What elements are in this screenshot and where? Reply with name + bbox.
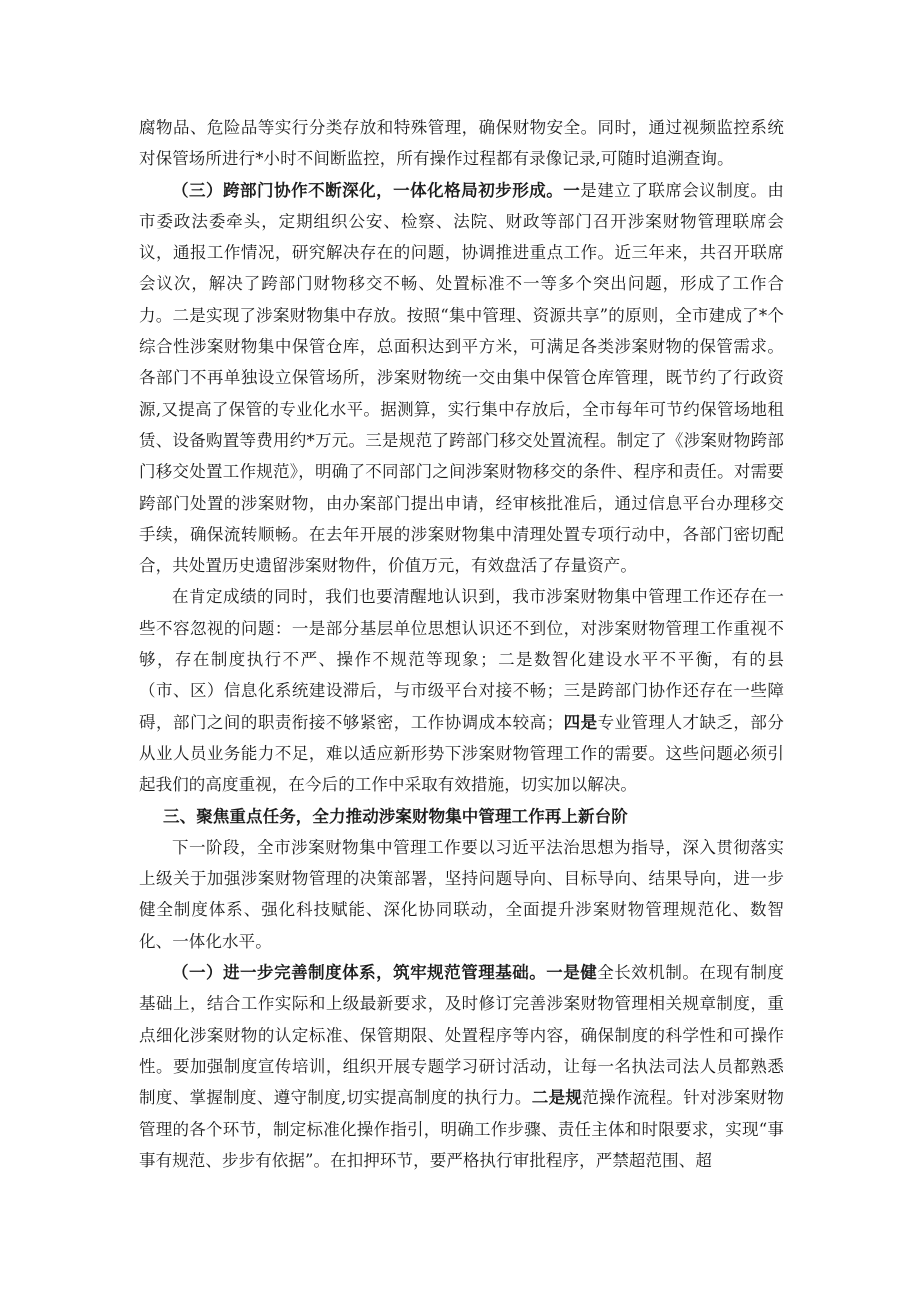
paragraph-problems: [139, 581, 784, 800]
paragraph-next-stage: [139, 832, 784, 957]
paragraph-text: 范操作流程。针对涉案财物管理的各个环节，制定标准化操作指引，明确工作步骤、责任主体和时限要求，实现“事事有规范、步步有依据”。在扣押环节，要严格执行审批程序，严禁超范围、超: [139, 1088, 784, 1170]
document-body: [139, 112, 784, 1176]
paragraph-text: 全长效机制。在现有制度基础上，结合工作实际和上级最新要求，及时修订完善涉案财物管理相关规章制度，重点细化涉案财物的认定标准、保管期限、处置程序等内容，确保制度的科学性和可操作性。要加强制度宣传培训，组织开展专题学习研讨活动，让每一名执法司法人员都熟悉制度、掌握制度、遵守制度,切实提高制度的执行力。: [139, 963, 784, 1108]
subheading-cross-department: （三）跨部门协作不断深化，一体化格局初步形成。一: [172, 180, 581, 200]
paragraph-storage-safety: [139, 112, 784, 175]
paragraph-text: 腐物品、危险品等实行分类存放和特殊管理，确保财物安全。同时，通过视频监控系统对保管场所进行*小时不间断监控，所有操作过程都有录像记录,可随时追溯查询。: [139, 118, 784, 169]
paragraph-cross-department: [139, 175, 784, 582]
emphasis-text: 四是: [563, 712, 598, 732]
paragraph-text: 在肯定成绩的同时，我们也要清醒地认识到，我市涉案财物集中管理工作还存在一些不容忽视的问题：一是部分基层单位思想认识还不到位，对涉案财物管理工作重视不够，存在制度执行不严、操作不规范等现象；二是数智化建设水平不平衡，有的县（市、区）信息化系统建设滞后，与市级平台对接不畅；三是跨部门协作还存在一些障碍，部门之间的职责衔接不够紧密，工作协调成本较高；: [139, 587, 784, 732]
paragraph-text: 专业管理人才缺乏，部分从业人员业务能力不足，难以适应新形势下涉案财物管理工作的需要。这些问题必须引起我们的高度重视，在今后的工作中采取有效措施，切实加以解决。: [139, 712, 784, 795]
section-heading-three: 三、聚焦重点任务，全力推动涉案财物集中管理工作再上新台阶: [163, 806, 628, 826]
paragraph-institution-system: [139, 957, 784, 1176]
paragraph-text: 是建立了联席会议制度。由市委政法委牵头，定期组织公安、检察、法院、财政等部门召开涉案财物管理联席会议，通报工作情况，研究解决存在的问题，协调推进重点工作。近三年来，共召开联席会议次，解决了跨部门财物移交不畅、处置标准不一等多个突出问题，形成了工作合力。二是实现了涉案财物集中存放。按照“集中管理、资源共享”的原则，全市建成了*个综合性涉案财物集中保管仓库，总面积达到平方米，可满足各类涉案财物的保管需求。各部门不再单独设立保管场所，涉案财物统一交由集中保管仓库管理，既节约了行政资源,又提高了保管的专业化水平。据测算，实行集中存放后，全市每年可节约保管场地租赁、设备购置等费用约*万元。三是规范了跨部门移交处置流程。制定了《涉案财物跨部门移交处置工作规范》，明确了不同部门之间涉案财物移交的条件、程序和责任。对需要跨部门处置的涉案财物，由办案部门提出申请，经审核批准后，通过信息平台办理移交手续，确保流转顺畅。在去年开展的涉案财物集中清理处置专项行动中，各部门密切配合，共处置历史遗留涉案财物件，价值万元，有效盘活了存量资产。: [139, 180, 785, 576]
subheading-institution-system: （一）进一步完善制度体系，筑牢规范管理基础。一是健: [172, 963, 598, 983]
emphasis-text: 二是规: [531, 1088, 583, 1108]
paragraph-text: 下一阶段，全市涉案财物集中管理工作要以习近平法治思想为指导，深入贯彻落实上级关于加强涉案财物管理的决策部署，坚持问题导向、目标导向、结果导向，进一步健全制度体系、强化科技赋能、深化协同联动，全面提升涉案财物管理规范化、数智化、一体化水平。: [139, 837, 784, 951]
